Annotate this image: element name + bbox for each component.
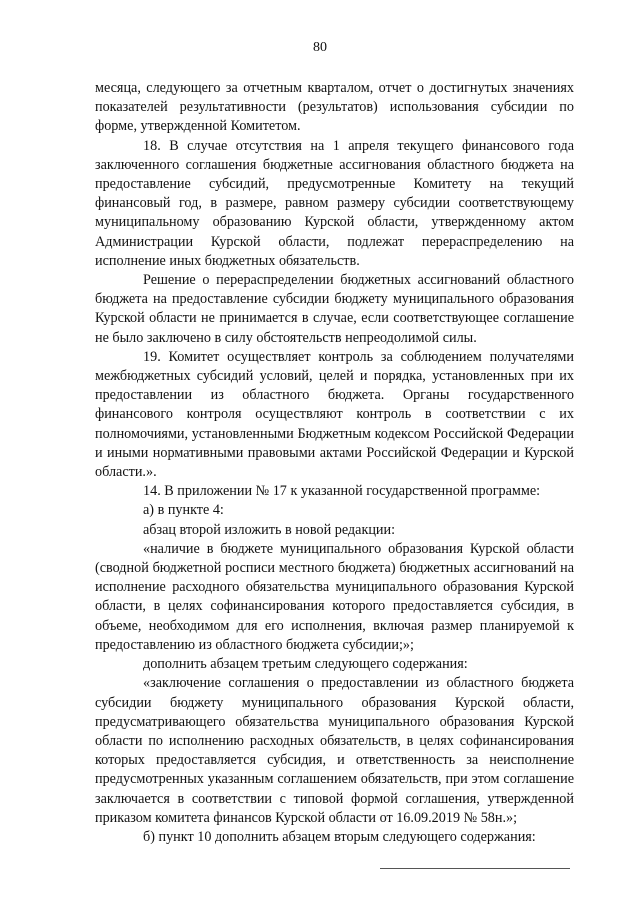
- paragraph-item-18: 18. В случае отсутствия на 1 апреля текущего финансового года заключенного соглашения бюджетные ассигнования областного бюджета на предоставление субсидий, предусмотренные Комитету на текущий финансовый год, в размере, равном размеру субсидии соответствующему муниципальному образованию Курской области, утвержденному актом Администрации Курской области, подлежат перераспределению на исполнение иных бюджетных обязательств.: [95, 137, 574, 269]
- paragraph-redistribution-decision: Решение о перераспределении бюджетных ассигнований областного бюджета на предоставление субсидии бюджету муниципального образования Курской области не принимается в случае, если соответствующее соглашение не было заключено в силу обстоятельств непреодолимой силы.: [95, 272, 574, 346]
- footer-rule: [380, 868, 570, 869]
- paragraph-quote-agreement: «заключение соглашения о предоставлении из областного бюджета субсидии бюджету муниципального образования Курской области, предусматривающего обязательства муниципального образования Курской области по исполнению расходных обязательств, в целях софинансирования которых предоставляется субсидия, и ответственность за неисполнение предусмотренных указанным соглашением обязательств, при этом соглашение заключается в соответствии с типовой формой соглашения, утвержденной приказом комитета финансов Курской области от 16.09.2019 № 58н.»;: [95, 675, 574, 826]
- paragraph-third-abstract-intro: дополнить абзацем третьим следующего содержания:: [143, 656, 468, 673]
- paragraph-item-14: 14. В приложении № 17 к указанной государственной программе:: [143, 483, 541, 500]
- paragraph-quote-budget: «наличие в бюджете муниципального образования Курской области (сводной бюджетной росписи местного бюджета) бюджетных ассигнований на исполнение расходного обязательства муниципального образования Курской области, в целях софинансирования которого предоставляется субсидия, в объеме, необходимом для его исполнения, включая размер планируемой к предоставлению из областного бюджета субсидии;»;: [95, 540, 574, 653]
- paragraph-continuation: месяца, следующего за отчетным кварталом, отчет о достигнутых значениях показателей результативности (результатов) использования субсидии по форме, утвержденной Комитетом.: [95, 80, 574, 135]
- document-body: [95, 79, 574, 847]
- paragraph-item-19: 19. Комитет осуществляет контроль за соблюдением получателями межбюджетных субсидий условий, целей и порядка, установленных при их предоставлении из областного бюджета. Органы государственного финансового контроля осуществляют контроль в соответствии с их полномочиями, установленными Бюджетным кодексом Российской Федерации и иными нормативными правовыми актами Российской Федерации и Курской области.».: [95, 348, 574, 481]
- page-number: 80: [313, 40, 327, 55]
- paragraph-second-abstract-intro: абзац второй изложить в новой редакции:: [143, 521, 396, 538]
- paragraph-subitem-b: б) пункт 10 дополнить абзацем вторым следующего содержания:: [143, 828, 536, 845]
- paragraph-subitem-a: а) в пункте 4:: [143, 502, 224, 519]
